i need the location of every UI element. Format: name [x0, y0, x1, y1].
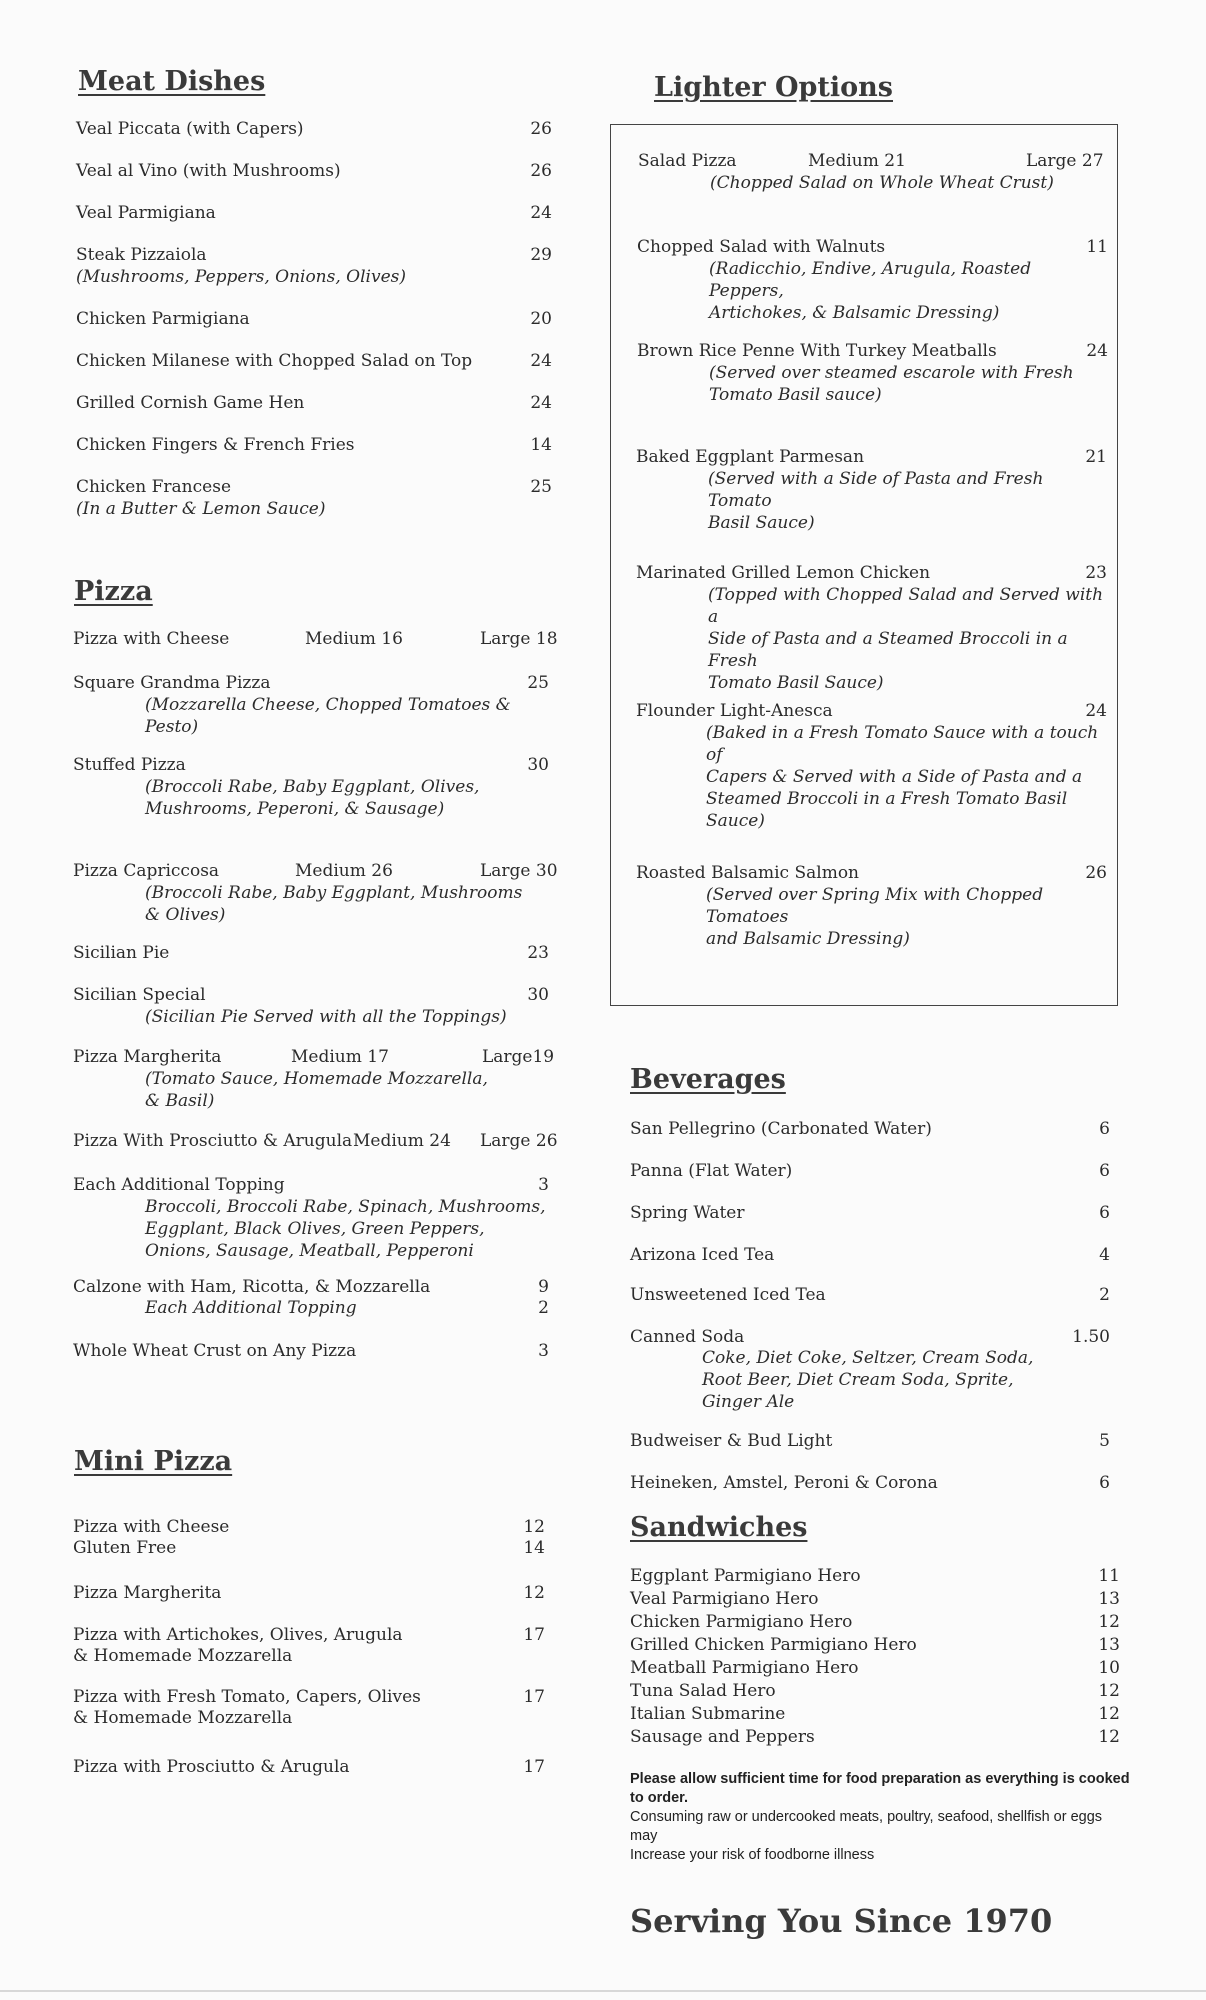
item-name: Pizza with Cheese: [73, 1517, 230, 1537]
item-description: (Mushrooms, Peppers, Onions, Olives): [76, 267, 406, 287]
item-description: Each Additional Topping: [145, 1298, 357, 1318]
item-name: Baked Eggplant Parmesan: [636, 447, 865, 467]
item-description: Broccoli, Broccoli Rabe, Spinach, Mushrooms, Eggplant, Black Olives, Green Peppers, Onions, Sausage, Meatball, Pepperoni: [145, 1197, 546, 1261]
item-name: Pizza with Cheese: [73, 629, 230, 649]
notice-line: Consuming raw or undercooked meats, poultry, seafood, shellfish or eggs may: [630, 1809, 1103, 1844]
item-price-large: Large19: [482, 1047, 555, 1067]
item-price-large: Large 18: [480, 629, 558, 649]
item-price-medium: Medium 16: [305, 629, 403, 649]
item-name: San Pellegrino (Carbonated Water): [630, 1119, 932, 1139]
item-price: 21: [1085, 447, 1107, 467]
item-name: Arizona Iced Tea: [630, 1245, 775, 1265]
item-price: 11: [1086, 237, 1108, 257]
item-name-variant: Gluten Free: [73, 1538, 177, 1558]
item-price-extra: 2: [538, 1298, 549, 1318]
item-price: 14: [530, 435, 552, 455]
sandwiches-title: Sandwiches: [630, 1512, 808, 1543]
item-description: (Topped with Chopped Salad and Served with a Side of Pasta and a Steamed Broccoli in a Fresh Tomato Basil Sauce): [708, 585, 1104, 693]
item-name: Chicken Milanese with Chopped Salad on Top: [76, 351, 473, 371]
item-name-continued: & Homemade Mozzarella: [73, 1708, 293, 1728]
item-price: 24: [530, 351, 552, 371]
item-name: Grilled Chicken Parmigiano Hero: [630, 1635, 917, 1655]
item-name: Panna (Flat Water): [630, 1161, 793, 1181]
item-price: 24: [530, 393, 552, 413]
item-price: 1.50: [1072, 1327, 1110, 1347]
item-name: Eggplant Parmigiano Hero: [630, 1566, 861, 1586]
item-price: 6: [1099, 1203, 1110, 1223]
item-name: Pizza with Fresh Tomato, Capers, Olives: [73, 1687, 421, 1707]
item-price: 13: [1098, 1635, 1120, 1655]
item-price: 17: [523, 1625, 545, 1645]
mini-pizza-title: Mini Pizza: [74, 1446, 233, 1477]
item-name: Tuna Salad Hero: [630, 1681, 776, 1701]
item-name: Chicken Parmigiana: [76, 309, 250, 329]
item-name: Pizza Margherita: [73, 1583, 222, 1603]
item-name: Unsweetened Iced Tea: [630, 1285, 826, 1305]
item-price: 12: [1098, 1681, 1120, 1701]
item-name: Grilled Cornish Game Hen: [76, 393, 305, 413]
item-name: Pizza Margherita: [73, 1047, 222, 1067]
item-price: 25: [530, 477, 552, 497]
item-name: Square Grandma Pizza: [73, 673, 271, 693]
item-price-medium: Medium 26: [295, 861, 393, 881]
item-name: Calzone with Ham, Ricotta, & Mozzarella: [73, 1277, 431, 1297]
item-name: Brown Rice Penne With Turkey Meatballs: [637, 341, 997, 361]
item-price: 4: [1099, 1245, 1110, 1265]
item-price: 12: [523, 1583, 545, 1603]
item-description: (Tomato Sauce, Homemade Mozzarella, & Basil): [145, 1069, 488, 1111]
item-price: 17: [523, 1757, 545, 1777]
item-price: 26: [1085, 863, 1107, 883]
beverages-title: Beverages: [630, 1064, 786, 1095]
item-name-continued: & Homemade Mozzarella: [73, 1646, 293, 1666]
item-description: (In a Butter & Lemon Sauce): [76, 499, 326, 519]
item-price-large: Large 27: [1026, 151, 1104, 171]
item-price: 26: [530, 161, 552, 181]
item-price: 24: [530, 203, 552, 223]
item-price-large: Large 26: [480, 1131, 558, 1151]
item-description: (Served with a Side of Pasta and Fresh Tomato Basil Sauce): [708, 469, 1044, 533]
item-price: 20: [530, 309, 552, 329]
item-name: Pizza With Prosciutto & Arugula: [73, 1131, 353, 1151]
item-price-medium: Medium 17: [291, 1047, 389, 1067]
item-price-variant: 14: [523, 1538, 545, 1558]
food-safety-notice: [630, 1770, 1130, 1865]
item-name: Whole Wheat Crust on Any Pizza: [73, 1341, 357, 1361]
item-price: 5: [1099, 1431, 1110, 1451]
item-description: Coke, Diet Coke, Seltzer, Cream Soda, Root Beer, Diet Cream Soda, Sprite, Ginger Ale: [702, 1348, 1034, 1412]
item-name: Pizza with Prosciutto & Arugula: [73, 1757, 350, 1777]
item-price: 13: [1098, 1589, 1120, 1609]
item-price: 30: [527, 985, 549, 1005]
lighter-options-title: Lighter Options: [654, 72, 893, 103]
notice-line: Please allow sufficient time for food preparation as everything is cooked to order.: [630, 1771, 1130, 1806]
item-name: Meatball Parmigiano Hero: [630, 1658, 859, 1678]
item-price: 17: [523, 1687, 545, 1707]
item-name: Salad Pizza: [638, 151, 737, 171]
item-price-large: Large 30: [480, 861, 558, 881]
item-name: Flounder Light-Anesca: [636, 701, 833, 721]
pizza-title: Pizza: [74, 576, 153, 607]
item-description: (Radicchio, Endive, Arugula, Roasted Peppers, Artichokes, & Balsamic Dressing): [709, 259, 1032, 323]
item-price: 6: [1099, 1473, 1110, 1493]
item-price: 25: [527, 673, 549, 693]
item-description: (Served over Spring Mix with Chopped Tomatoes and Balsamic Dressing): [706, 885, 1044, 949]
item-description: (Chopped Salad on Whole Wheat Crust): [710, 173, 1054, 193]
item-name: Italian Submarine: [630, 1704, 786, 1724]
item-price: 6: [1099, 1119, 1110, 1139]
item-price: 10: [1098, 1658, 1120, 1678]
item-price: 24: [1085, 701, 1107, 721]
item-price: 26: [530, 119, 552, 139]
item-name: Each Additional Topping: [73, 1175, 285, 1195]
item-price: 6: [1099, 1161, 1110, 1181]
item-name: Sicilian Pie: [73, 943, 170, 963]
item-name: Veal Parmigiana: [76, 203, 216, 223]
item-price: 9: [538, 1277, 549, 1297]
item-price: 12: [523, 1517, 545, 1537]
item-name: Canned Soda: [630, 1327, 745, 1347]
item-name: Steak Pizzaiola: [76, 245, 207, 265]
item-name: Sicilian Special: [73, 985, 206, 1005]
item-price: 23: [527, 943, 549, 963]
item-price-medium: Medium 24: [353, 1131, 451, 1151]
item-name: Budweiser & Bud Light: [630, 1431, 833, 1451]
item-name: Stuffed Pizza: [73, 755, 186, 775]
item-price: 29: [530, 245, 552, 265]
item-price: 3: [538, 1175, 549, 1195]
item-description: (Sicilian Pie Served with all the Toppings): [145, 1007, 507, 1027]
notice-line: Increase your risk of foodborne illness: [630, 1847, 875, 1863]
item-name: Heineken, Amstel, Peroni & Corona: [630, 1473, 938, 1493]
item-price: 12: [1098, 1727, 1120, 1747]
item-description: (Served over steamed escarole with Fresh Tomato Basil sauce): [709, 363, 1074, 405]
item-name: Chicken Parmigiano Hero: [630, 1612, 853, 1632]
item-name: Spring Water: [630, 1203, 745, 1223]
item-price: 2: [1099, 1285, 1110, 1305]
item-price: 12: [1098, 1704, 1120, 1724]
item-description: (Baked in a Fresh Tomato Sauce with a touch of Capers & Served with a Side of Pasta and a Steamed Broccoli in a Fresh Tomato Basil Sauce): [706, 723, 1099, 831]
item-name: Sausage and Peppers: [630, 1727, 815, 1747]
item-name: Chopped Salad with Walnuts: [637, 237, 886, 257]
tagline: Serving You Since 1970: [630, 1902, 1053, 1940]
item-name: Chicken Fingers & French Fries: [76, 435, 355, 455]
page-bottom-edge: [0, 1990, 1206, 1992]
item-name: Veal Piccata (with Capers): [76, 119, 304, 139]
item-description: (Broccoli Rabe, Baby Eggplant, Olives, Mushrooms, Peperoni, & Sausage): [145, 777, 480, 819]
item-description: (Broccoli Rabe, Baby Eggplant, Mushrooms & Olives): [145, 883, 523, 925]
item-price-medium: Medium 21: [808, 151, 906, 171]
item-description: (Mozzarella Cheese, Chopped Tomatoes & Pesto): [145, 695, 511, 737]
item-name: Pizza with Artichokes, Olives, Arugula: [73, 1625, 403, 1645]
item-name: Roasted Balsamic Salmon: [636, 863, 860, 883]
item-name: Veal al Vino (with Mushrooms): [76, 161, 341, 181]
item-price: 23: [1085, 563, 1107, 583]
item-name: Chicken Francese: [76, 477, 232, 497]
item-name: Veal Parmigiano Hero: [630, 1589, 819, 1609]
item-price: 11: [1098, 1566, 1120, 1586]
item-price: 24: [1086, 341, 1108, 361]
item-price: 30: [527, 755, 549, 775]
item-price: 12: [1098, 1612, 1120, 1632]
item-price: 3: [538, 1341, 549, 1361]
item-name: Pizza Capriccosa: [73, 861, 220, 881]
meat-dishes-title: Meat Dishes: [78, 66, 266, 97]
item-name: Marinated Grilled Lemon Chicken: [636, 563, 931, 583]
